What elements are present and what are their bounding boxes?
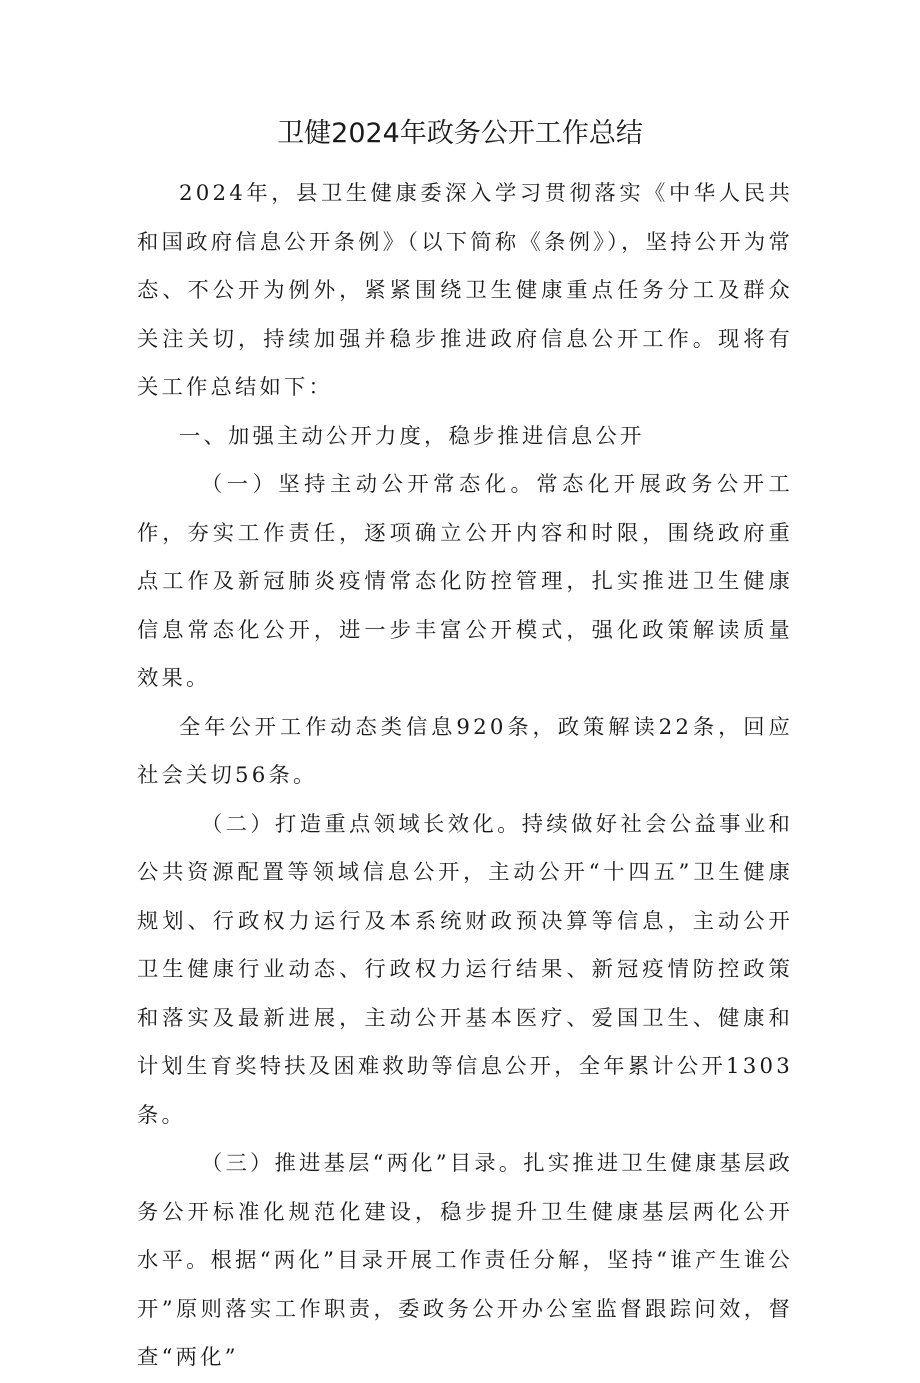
section-heading-1: 一、加强主动公开力度，稳步推进信息公开 (179, 423, 645, 449)
document-title: 卫健2024年政务公开工作总结 (277, 118, 643, 149)
subsection-paragraph-1: （一）坚持主动公开常态化。常态化开展政务公开工作，夯实工作责任，逐项确立公开内容和时限，围绕政府重点工作及新冠肺炎疫情常态化防控管理，扎实推进卫生健康信息常态化公开，进一步丰富公开模式，强化政策解读质量效果。 (137, 472, 793, 691)
statistics-paragraph: 全年公开工作动态类信息920条，政策解读22条，回应社会关切56条。 (137, 714, 793, 788)
document-body (137, 170, 793, 1383)
intro-paragraph: 2024年，县卫生健康委深入学习贯彻落实《中华人民共和国政府信息公开条例》（以下简称《条例》），坚持公开为常态、不公开为例外，紧紧围绕卫生健康重点任务分工及群众关注关切，持续加强并稳步推进政府信息公开工作。现将有关工作总结如下： (137, 181, 793, 400)
subsection-paragraph-2: （二）打造重点领域长效化。持续做好社会公益事业和公共资源配置等领域信息公开，主动公开“十四五”卫生健康规划、行政权力运行及本系统财政预决算等信息，主动公开卫生健康行业动态、行政权力运行结果、新冠疫情防控政策和落实及最新进展，主动公开基本医疗、爱国卫生、健康和计划生育奖特扶及困难救助等信息公开，全年累计公开1303条。 (137, 811, 793, 1128)
subsection-paragraph-3: （三）推进基层“两化”目录。扎实推进卫生健康基层政务公开标准化规范化建设，稳步提升卫生健康基层两化公开水平。根据“两化”目录开展工作责任分解，坚持“谁产生谁公开”原则落实工作职责，委政务公开办公室监督跟踪问效，督查“两化” (137, 1151, 793, 1370)
